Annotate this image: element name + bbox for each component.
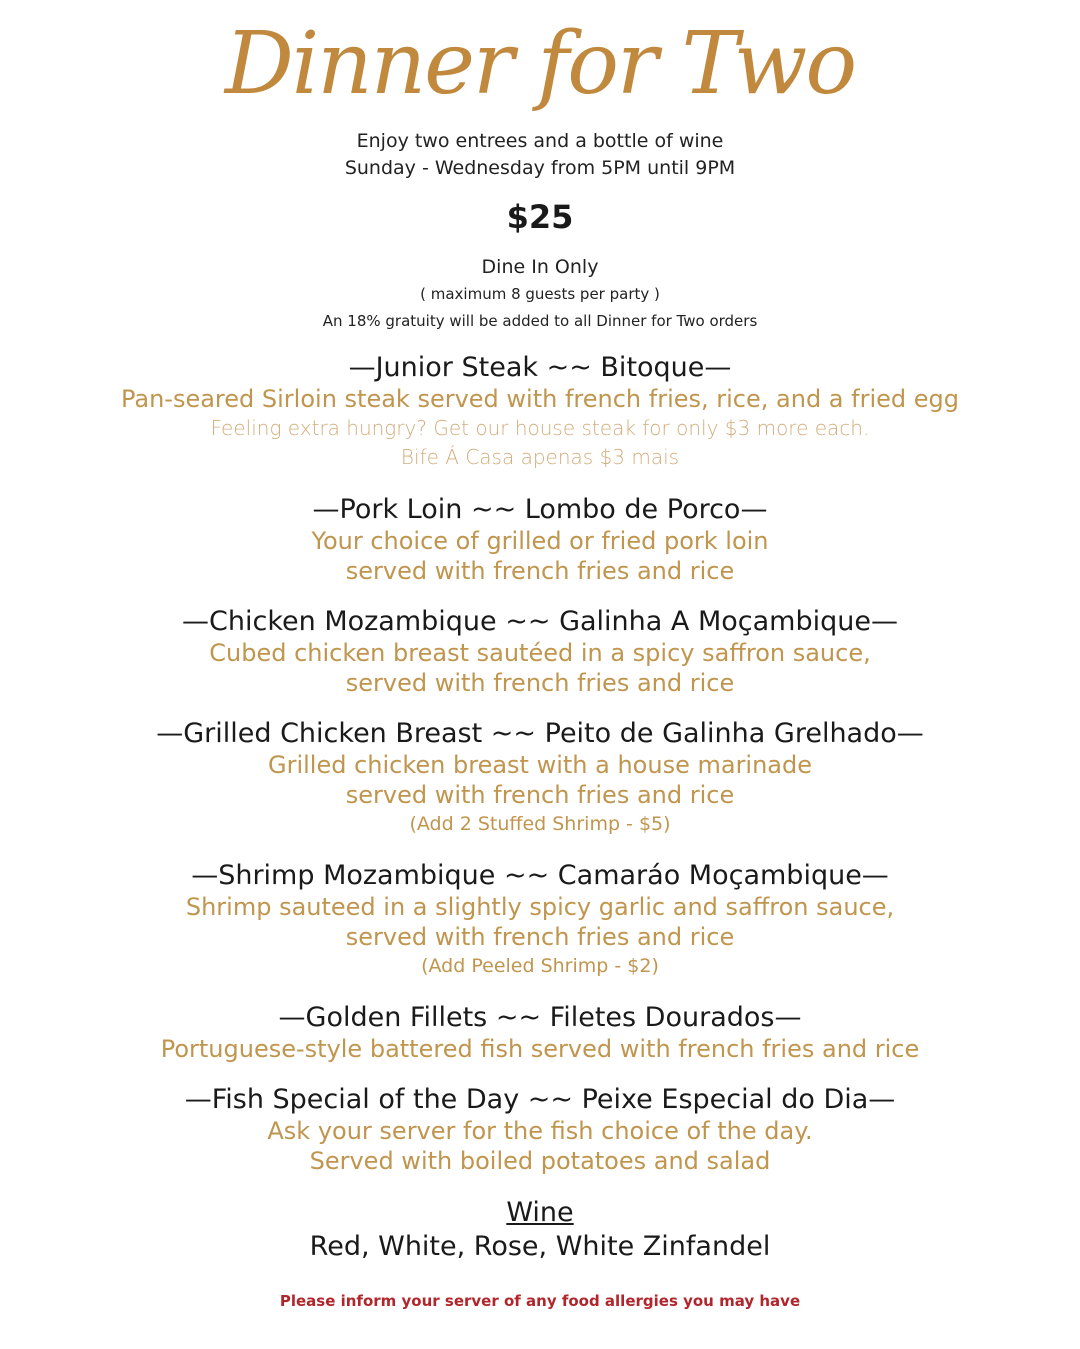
menu-item-title: —Fish Special of the Day ~~ Peixe Especial do Dia— bbox=[184, 1084, 896, 1115]
menu-item-description: Your choice of grilled or fried pork loin bbox=[311, 527, 769, 555]
menu-item-description: Cubed chicken breast sautéed in a spicy saffron sauce, bbox=[209, 639, 871, 667]
menu-item-title: —Golden Fillets ~~ Filetes Dourados— bbox=[278, 1002, 802, 1033]
menu-item-note: Bife Á Casa apenas $3 mais bbox=[400, 445, 680, 469]
menu-item-description: served with french fries and rice bbox=[345, 557, 735, 585]
menu-item-description: Served with boiled potatoes and salad bbox=[309, 1147, 771, 1175]
menu-item-description: served with french fries and rice bbox=[345, 781, 735, 809]
menu-item-title: —Pork Loin ~~ Lombo de Porco— bbox=[312, 494, 768, 525]
menu-item-grilled-chicken-breast bbox=[0, 718, 1080, 838]
menu-item-title: —Junior Steak ~~ Bitoque— bbox=[348, 352, 732, 383]
menu-item-junior-steak bbox=[0, 352, 1080, 472]
menu-item-chicken-mozambique bbox=[0, 606, 1080, 698]
menu-item-shrimp-mozambique bbox=[0, 860, 1080, 980]
menu-item-description: Shrimp sauteed in a slightly spicy garlic and saffron sauce, bbox=[185, 893, 895, 921]
menu-item-title: —Chicken Mozambique ~~ Galinha A Moçambique— bbox=[182, 606, 898, 637]
intro-line-offer: Enjoy two entrees and a bottle of wine bbox=[356, 130, 724, 152]
menu-item-description: served with french fries and rice bbox=[345, 923, 735, 951]
menu-item-addon: (Add 2 Stuffed Shrimp - $5) bbox=[409, 813, 671, 835]
wine-heading: Wine bbox=[506, 1197, 574, 1228]
menu-item-title: —Shrimp Mozambique ~~ Camaráo Moçambique— bbox=[191, 860, 889, 891]
wine-section bbox=[0, 1196, 1080, 1264]
menu-item-title: —Grilled Chicken Breast ~~ Peito de Galinha Grelhado— bbox=[156, 718, 924, 749]
menu-item-fish-special bbox=[0, 1084, 1080, 1176]
menu-item-description: Portuguese-style battered fish served with french fries and rice bbox=[160, 1035, 920, 1063]
menu-list bbox=[0, 352, 1080, 1176]
menu-item-description: Grilled chicken breast with a house marinade bbox=[267, 751, 813, 779]
menu-item-description: Pan-seared Sirloin steak served with french fries, rice, and a fried egg bbox=[120, 385, 959, 413]
gratuity-notice: An 18% gratuity will be added to all Dinner for Two orders bbox=[322, 312, 758, 330]
menu-item-golden-fillets bbox=[0, 1002, 1080, 1064]
price-label: $25 bbox=[506, 198, 574, 236]
page-title: Dinner for Two bbox=[224, 14, 856, 114]
menu-item-description: served with french fries and rice bbox=[345, 669, 735, 697]
allergy-notice: Please inform your server of any food allergies you may have bbox=[279, 1292, 801, 1310]
menu-item-pork-loin bbox=[0, 494, 1080, 586]
menu-item-addon: (Add Peeled Shrimp - $2) bbox=[421, 955, 659, 977]
intro-line-schedule: Sunday - Wednesday from 5PM until 9PM bbox=[344, 157, 736, 179]
dine-in-notice: Dine In Only bbox=[481, 256, 599, 278]
menu-item-note: Feeling extra hungry? Get our house steak for only $3 more each. bbox=[210, 416, 870, 440]
wine-list: Red, White, Rose, White Zinfandel bbox=[309, 1231, 771, 1262]
intro-text bbox=[0, 128, 1080, 182]
max-guests-notice: ( maximum 8 guests per party ) bbox=[420, 285, 660, 303]
menu-item-description: Ask your server for the fish choice of the day. bbox=[267, 1117, 813, 1145]
